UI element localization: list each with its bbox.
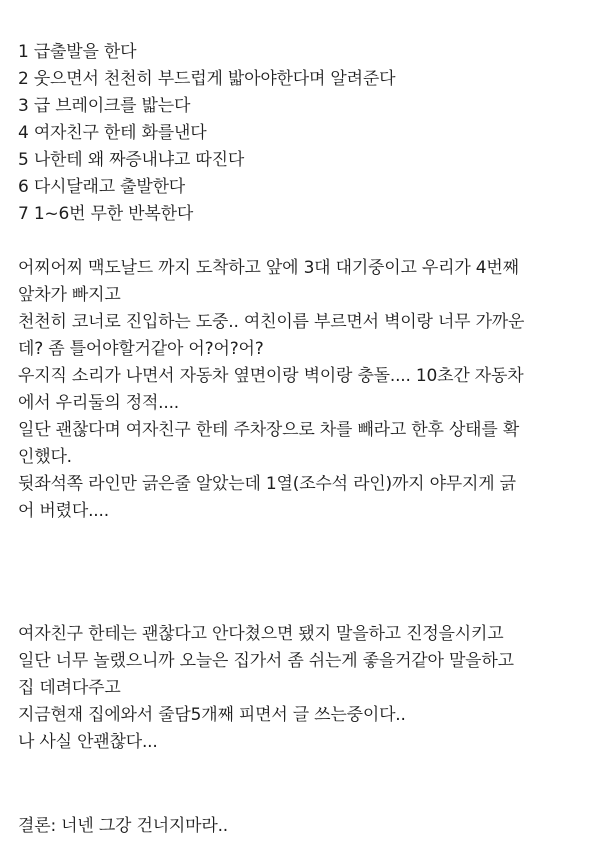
after-line: 나 사실 안괜찮다... xyxy=(18,732,158,752)
story-line: 천천히 코너로 진입하는 도중.. 여친이름 부르면서 벽이랑 너무 가까운 xyxy=(18,312,525,332)
step-5: 5 나한테 왜 짜증내냐고 따진다 xyxy=(18,150,245,170)
story-line: 어 버렸다.... xyxy=(18,501,109,521)
step-4: 4 여자친구 한테 화를낸다 xyxy=(18,123,207,143)
step-7: 7 1~6번 무한 반복한다 xyxy=(18,204,194,224)
after-line: 집 데려다주고 xyxy=(18,678,121,698)
story-line: 인했다. xyxy=(18,447,72,467)
story-line: 뒷좌석쪽 라인만 긁은줄 알았는데 1열(조수석 라인)까지 야무지게 긁 xyxy=(18,474,516,494)
step-1: 1 급출발을 한다 xyxy=(18,42,137,62)
story-line: 우지직 소리가 나면서 자동차 옆면이랑 벽이랑 충돌.... 10초간 자동차 xyxy=(18,366,524,386)
after-line: 여자친구 한테는 괜찮다고 안다쳤으면 됐지 말을하고 진정을시키고 xyxy=(18,624,504,644)
story-line: 어찌어찌 맥도날드 까지 도착하고 앞에 3대 대기중이고 우리가 4번째 xyxy=(18,258,519,278)
after-line: 일단 너무 놀랬으니까 오늘은 집가서 좀 쉬는게 좋을거같아 말을하고 xyxy=(18,651,514,671)
conclusion-line: 결론: 너넨 그강 건너지마라.. xyxy=(18,816,228,836)
story-line: 앞차가 빠지고 xyxy=(18,285,121,305)
step-2: 2 웃으면서 천천히 부드럽게 밟아야한다며 알려준다 xyxy=(18,69,396,89)
story-line: 데? 좀 틀어야할거같아 어?어?어? xyxy=(18,339,264,359)
step-3: 3 급 브레이크를 밟는다 xyxy=(18,96,191,116)
after-line: 지금현재 집에와서 줄담5개째 피면서 글 쓰는중이다.. xyxy=(18,705,406,725)
story-line: 에서 우리둘의 정적.... xyxy=(18,393,179,413)
step-6: 6 다시달래고 출발한다 xyxy=(18,177,186,197)
story-line: 일단 괜찮다며 여자친구 한테 주차장으로 차를 빼라고 한후 상태를 확 xyxy=(18,420,520,440)
